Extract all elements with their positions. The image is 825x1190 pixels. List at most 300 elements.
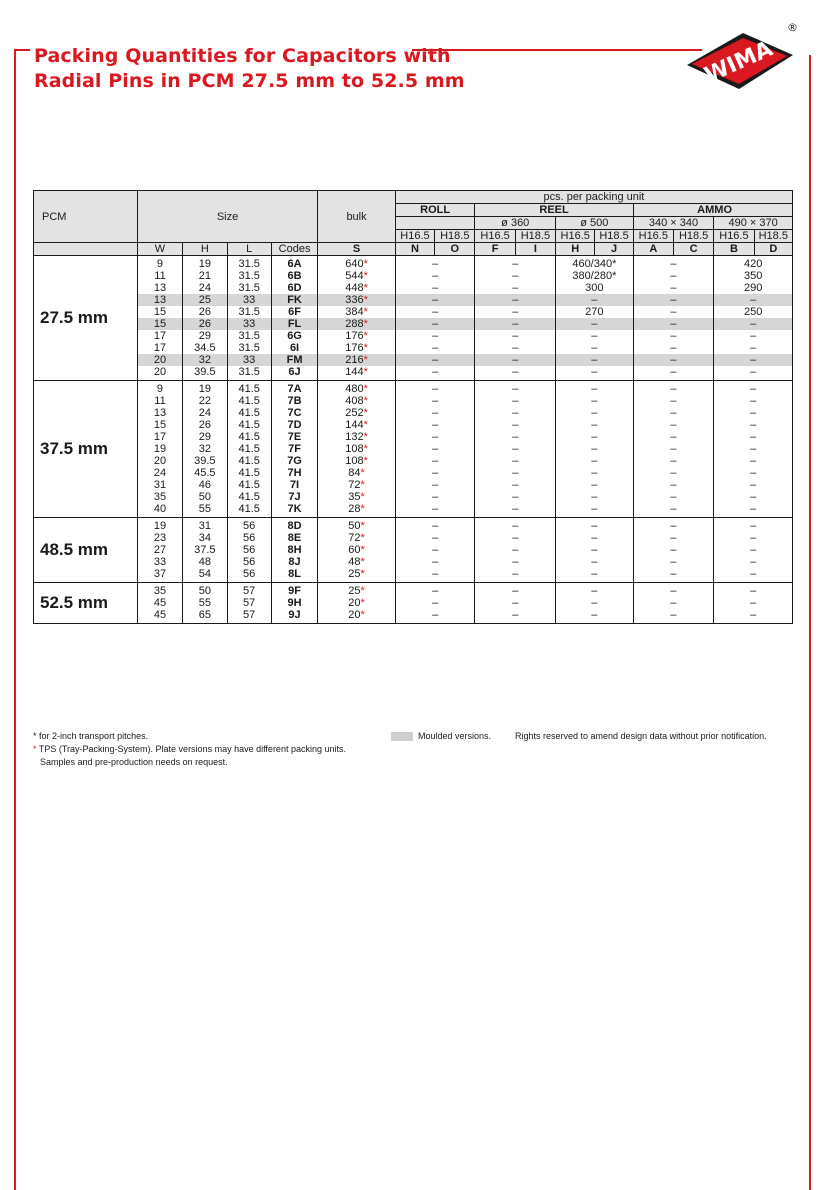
table-row (34, 532, 793, 544)
table-row (34, 556, 793, 568)
tps-star: * (360, 609, 365, 621)
cell-l: 56 (227, 556, 271, 568)
size-header: Size (137, 191, 317, 243)
footnote-2-text: TPS (Tray-Packing-System). Plate versions may have different packing units. (38, 744, 346, 754)
cell-roll: – (395, 419, 475, 431)
cell-roll: – (395, 381, 475, 396)
cell-h: 26 (183, 419, 227, 431)
pcm-header: PCM (34, 191, 138, 243)
table-row (34, 354, 793, 366)
cell-l: 41.5 (227, 467, 271, 479)
cell-reel500: – (556, 455, 634, 467)
footnote-2-mark: * (33, 744, 37, 754)
cell-ammo340: – (633, 443, 714, 455)
bulk-value: 216 (345, 354, 364, 366)
cell-bulk (318, 294, 396, 306)
cell-code: 9F (271, 583, 317, 598)
tps-star: * (363, 419, 368, 431)
tps-star: * (363, 366, 368, 378)
col-hh: H (556, 243, 595, 256)
tps-star: * (360, 585, 365, 597)
cell-ammo490: – (714, 556, 793, 568)
cell-w: 27 (137, 544, 182, 556)
cell-roll: – (395, 395, 475, 407)
cell-w: 17 (137, 330, 182, 342)
table-row (34, 318, 793, 330)
cell-bulk (318, 491, 396, 503)
table-row (34, 282, 793, 294)
tps-star: * (363, 395, 368, 407)
cell-reel360: – (475, 568, 556, 583)
cell-reel360: – (475, 583, 556, 598)
tps-star: * (360, 597, 365, 609)
cell-h: 25 (183, 294, 227, 306)
table-row (34, 583, 793, 598)
col-n: N (395, 243, 434, 256)
cell-reel500: 380/280* (556, 270, 634, 282)
cell-reel360: – (475, 366, 556, 381)
cell-l: 41.5 (227, 431, 271, 443)
cell-reel360: – (475, 479, 556, 491)
cell-roll: – (395, 318, 475, 330)
bulk-value: 544 (345, 270, 364, 282)
cell-reel500: – (556, 395, 634, 407)
cell-bulk (318, 318, 396, 330)
cell-reel500: – (556, 597, 634, 609)
cell-ammo340: – (633, 395, 714, 407)
cell-ammo490: – (714, 366, 793, 381)
col-b: B (714, 243, 754, 256)
cell-reel500: – (556, 354, 634, 366)
cell-reel500: – (556, 544, 634, 556)
cell-ammo340: – (633, 518, 714, 533)
tps-star: * (363, 318, 368, 330)
cell-ammo340: – (633, 407, 714, 419)
cell-w: 35 (137, 583, 182, 598)
cell-code: 7I (271, 479, 317, 491)
cell-ammo490: – (714, 294, 793, 306)
col-d: D (754, 243, 792, 256)
cell-roll: – (395, 282, 475, 294)
cell-reel360: – (475, 503, 556, 518)
cell-code: 7H (271, 467, 317, 479)
cell-w: 33 (137, 556, 182, 568)
tps-star: * (360, 479, 365, 491)
col-o: O (435, 243, 475, 256)
cell-h: 50 (183, 583, 227, 598)
cell-bulk (318, 381, 396, 396)
cell-l: 56 (227, 568, 271, 583)
table-row (34, 431, 793, 443)
bulk-value: 640 (345, 258, 364, 270)
cell-ammo340: – (633, 467, 714, 479)
cell-code: FL (271, 318, 317, 330)
frame-top-left (14, 49, 30, 51)
table-row (34, 467, 793, 479)
bulk-value: 252 (345, 407, 364, 419)
col-w: W (137, 243, 182, 256)
cell-ammo490: – (714, 354, 793, 366)
cell-ammo340: – (633, 568, 714, 583)
table-row (34, 544, 793, 556)
cell-l: 31.5 (227, 330, 271, 342)
cell-ammo340: – (633, 318, 714, 330)
cell-w: 15 (137, 306, 182, 318)
cell-reel500: – (556, 443, 634, 455)
cell-roll: – (395, 597, 475, 609)
table-row (34, 443, 793, 455)
table-row (34, 419, 793, 431)
cell-h: 48 (183, 556, 227, 568)
table-row (34, 294, 793, 306)
cell-h: 29 (183, 330, 227, 342)
cell-roll: – (395, 256, 475, 271)
cell-bulk (318, 256, 396, 271)
cell-w: 15 (137, 419, 182, 431)
cell-bulk (318, 518, 396, 533)
table-row (34, 256, 793, 271)
cell-h: 26 (183, 318, 227, 330)
h165-roll: H16.5 (395, 230, 434, 243)
cell-l: 31.5 (227, 366, 271, 381)
cell-reel360: – (475, 270, 556, 282)
cell-ammo490: – (714, 395, 793, 407)
cell-code: 7K (271, 503, 317, 518)
cell-reel360: – (475, 256, 556, 271)
cell-l: 33 (227, 354, 271, 366)
cell-w: 31 (137, 479, 182, 491)
footnote-1-text: for 2-inch transport pitches. (39, 731, 149, 741)
cell-l: 41.5 (227, 395, 271, 407)
cell-w: 13 (137, 294, 182, 306)
cell-bulk (318, 609, 396, 624)
roll-header: ROLL (395, 204, 475, 217)
cell-bulk (318, 330, 396, 342)
cell-code: 6J (271, 366, 317, 381)
cell-h: 55 (183, 597, 227, 609)
table-row (34, 342, 793, 354)
bulk-value: 288 (345, 318, 364, 330)
title-line-2: Radial Pins in PCM 27.5 mm to 52.5 mm (34, 70, 465, 92)
cell-bulk (318, 366, 396, 381)
cell-code: 6F (271, 306, 317, 318)
cell-code: 7D (271, 419, 317, 431)
cell-w: 20 (137, 366, 182, 381)
bulk-header: bulk (318, 191, 396, 243)
cell-reel360: – (475, 431, 556, 443)
cell-h: 24 (183, 407, 227, 419)
col-j: J (595, 243, 633, 256)
cell-l: 41.5 (227, 443, 271, 455)
footnote-1-mark: * (33, 731, 37, 741)
col-i: I (515, 243, 555, 256)
cell-ammo490: – (714, 491, 793, 503)
cell-reel500: – (556, 366, 634, 381)
cell-ammo490: – (714, 568, 793, 583)
ammo-490-header: 490 × 370 (714, 217, 793, 230)
cell-reel360: – (475, 532, 556, 544)
cell-code: FK (271, 294, 317, 306)
bulk-value: 480 (345, 383, 364, 395)
tps-star: * (363, 383, 368, 395)
cell-ammo340: – (633, 256, 714, 271)
cell-bulk (318, 419, 396, 431)
ammo-340-header: 340 × 340 (633, 217, 714, 230)
bulk-value: 25 (348, 568, 361, 580)
cell-reel500: – (556, 342, 634, 354)
cell-reel500: – (556, 330, 634, 342)
cell-reel500: – (556, 556, 634, 568)
tps-star: * (360, 556, 365, 568)
tps-star: * (363, 407, 368, 419)
bulk-value: 144 (345, 366, 364, 378)
table-row (34, 455, 793, 467)
pcs-header: pcs. per packing unit (395, 191, 792, 204)
tps-star: * (363, 342, 368, 354)
cell-reel360: – (475, 419, 556, 431)
cell-code: 6A (271, 256, 317, 271)
table-row (34, 479, 793, 491)
bulk-value: 108 (345, 455, 364, 467)
bulk-value: 176 (345, 342, 364, 354)
cell-ammo340: – (633, 609, 714, 624)
cell-reel500: 270 (556, 306, 634, 318)
bulk-value: 25 (348, 585, 361, 597)
cell-l: 41.5 (227, 455, 271, 467)
table-row (34, 568, 793, 583)
footnote-3-text: Samples and pre-production needs on request. (40, 757, 228, 767)
cell-bulk (318, 467, 396, 479)
bulk-value: 20 (348, 609, 361, 621)
cell-ammo490: – (714, 532, 793, 544)
cell-w: 11 (137, 270, 182, 282)
cell-roll: – (395, 568, 475, 583)
cell-l: 57 (227, 583, 271, 598)
cell-l: 41.5 (227, 419, 271, 431)
cell-bulk (318, 306, 396, 318)
table-row (34, 597, 793, 609)
tps-star: * (363, 455, 368, 467)
cell-roll: – (395, 455, 475, 467)
cell-reel360: – (475, 395, 556, 407)
table-row (34, 518, 793, 533)
bulk-value: 176 (345, 330, 364, 342)
cell-ammo490: – (714, 342, 793, 354)
cell-roll: – (395, 270, 475, 282)
table-row (34, 366, 793, 381)
cell-ammo340: – (633, 294, 714, 306)
cell-h: 34 (183, 532, 227, 544)
cell-l: 31.5 (227, 282, 271, 294)
cell-reel500: – (556, 518, 634, 533)
cell-l: 41.5 (227, 407, 271, 419)
cell-l: 57 (227, 597, 271, 609)
bulk-value: 336 (345, 294, 364, 306)
tps-star: * (363, 306, 368, 318)
cell-reel500: – (556, 318, 634, 330)
frame-right (809, 55, 811, 1190)
cell-h: 19 (183, 381, 227, 396)
cell-bulk (318, 479, 396, 491)
cell-reel500: – (556, 431, 634, 443)
cell-ammo340: – (633, 381, 714, 396)
cell-ammo490: – (714, 544, 793, 556)
cell-ammo340: – (633, 366, 714, 381)
tps-star: * (363, 354, 368, 366)
cell-w: 35 (137, 491, 182, 503)
cell-code: 7G (271, 455, 317, 467)
title-line-1: Packing Quantities for Capacitors with (34, 45, 451, 67)
cell-ammo340: – (633, 455, 714, 467)
cell-reel360: – (475, 556, 556, 568)
h185-roll: H18.5 (435, 230, 475, 243)
cell-ammo340: – (633, 419, 714, 431)
cell-ammo340: – (633, 306, 714, 318)
cell-ammo490: – (714, 407, 793, 419)
cell-h: 65 (183, 609, 227, 624)
cell-reel500: 460/340* (556, 256, 634, 271)
page-title (34, 44, 465, 94)
footnote-1 (33, 730, 148, 742)
cell-ammo340: – (633, 503, 714, 518)
bulk-value: 20 (348, 597, 361, 609)
cell-roll: – (395, 544, 475, 556)
cell-reel500: – (556, 491, 634, 503)
cell-code: 8L (271, 568, 317, 583)
pcm-value: 37.5 mm (34, 381, 138, 518)
cell-reel360: – (475, 318, 556, 330)
cell-roll: – (395, 354, 475, 366)
cell-ammo490: – (714, 455, 793, 467)
tps-star: * (360, 491, 365, 503)
col-l: L (227, 243, 271, 256)
h185-reel360: H18.5 (515, 230, 555, 243)
cell-reel360: – (475, 282, 556, 294)
cell-reel360: – (475, 455, 556, 467)
cell-w: 17 (137, 431, 182, 443)
footnote-3 (40, 756, 228, 768)
cell-roll: – (395, 294, 475, 306)
cell-w: 9 (137, 256, 182, 271)
col-codes: Codes (271, 243, 317, 256)
cell-ammo490: – (714, 583, 793, 598)
cell-ammo340: – (633, 342, 714, 354)
cell-ammo340: – (633, 270, 714, 282)
cell-code: 6D (271, 282, 317, 294)
roll-blank (395, 217, 475, 230)
cell-ammo340: – (633, 597, 714, 609)
h165-reel500: H16.5 (556, 230, 595, 243)
cell-reel360: – (475, 518, 556, 533)
cell-reel500: – (556, 419, 634, 431)
cell-reel360: – (475, 443, 556, 455)
cell-h: 26 (183, 306, 227, 318)
ammo-header: AMMO (633, 204, 792, 217)
col-f: F (475, 243, 515, 256)
table-row (34, 381, 793, 396)
bulk-value: 50 (348, 520, 361, 532)
moulded-legend (391, 730, 491, 742)
cell-roll: – (395, 479, 475, 491)
tps-star: * (363, 443, 368, 455)
cell-ammo490: 350 (714, 270, 793, 282)
cell-ammo340: – (633, 544, 714, 556)
cell-code: 7J (271, 491, 317, 503)
cell-reel500: – (556, 407, 634, 419)
cell-w: 13 (137, 282, 182, 294)
cell-w: 19 (137, 518, 182, 533)
moulded-legend-text: Moulded versions. (418, 731, 492, 741)
cell-w: 15 (137, 318, 182, 330)
cell-w: 45 (137, 609, 182, 624)
bulk-value: 408 (345, 395, 364, 407)
bulk-value: 35 (348, 491, 361, 503)
h185-reel500: H18.5 (595, 230, 633, 243)
cell-bulk (318, 532, 396, 544)
h165-ammo340: H16.5 (633, 230, 673, 243)
tps-star: * (363, 258, 368, 270)
cell-roll: – (395, 583, 475, 598)
cell-code: 7A (271, 381, 317, 396)
cell-roll: – (395, 330, 475, 342)
cell-ammo490: – (714, 431, 793, 443)
cell-h: 45.5 (183, 467, 227, 479)
table-row (34, 503, 793, 518)
cell-roll: – (395, 556, 475, 568)
cell-bulk (318, 407, 396, 419)
cell-l: 41.5 (227, 479, 271, 491)
col-c: C (673, 243, 713, 256)
cell-roll: – (395, 407, 475, 419)
bulk-value: 84 (348, 467, 361, 479)
tps-star: * (363, 431, 368, 443)
cell-ammo340: – (633, 431, 714, 443)
bulk-value: 132 (345, 431, 364, 443)
h185-ammo490: H18.5 (754, 230, 792, 243)
cell-roll: – (395, 503, 475, 518)
table-row (34, 609, 793, 624)
bulk-value: 108 (345, 443, 364, 455)
wima-logo (683, 17, 798, 93)
cell-reel360: – (475, 381, 556, 396)
cell-code: 7E (271, 431, 317, 443)
cell-reel500: – (556, 381, 634, 396)
cell-l: 41.5 (227, 491, 271, 503)
cell-ammo490: – (714, 503, 793, 518)
table-row (34, 306, 793, 318)
cell-ammo490: 420 (714, 256, 793, 271)
h185-ammo340: H18.5 (673, 230, 713, 243)
cell-h: 32 (183, 354, 227, 366)
cell-ammo490: – (714, 419, 793, 431)
cell-reel500: – (556, 467, 634, 479)
cell-code: 7C (271, 407, 317, 419)
registered-mark: ® (787, 21, 798, 34)
cell-code: 8E (271, 532, 317, 544)
table-row (34, 407, 793, 419)
cell-ammo490: – (714, 597, 793, 609)
cell-ammo490: – (714, 381, 793, 396)
cell-roll: – (395, 609, 475, 624)
cell-w: 24 (137, 467, 182, 479)
cell-w: 20 (137, 455, 182, 467)
cell-bulk (318, 455, 396, 467)
cell-code: 6B (271, 270, 317, 282)
cell-ammo340: – (633, 479, 714, 491)
cell-bulk (318, 568, 396, 583)
cell-ammo490: – (714, 318, 793, 330)
cell-roll: – (395, 342, 475, 354)
